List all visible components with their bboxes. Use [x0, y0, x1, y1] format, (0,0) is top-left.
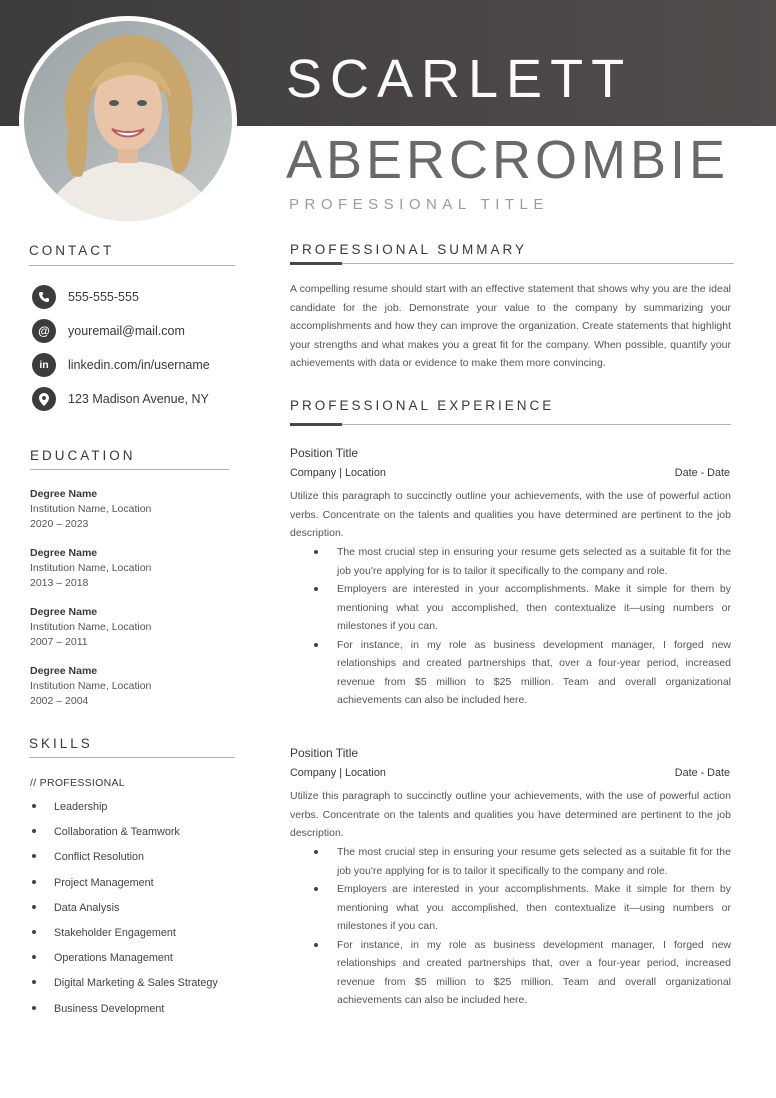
contact-phone	[32, 285, 139, 309]
experience-divider	[290, 424, 731, 425]
bullet-icon	[32, 955, 36, 959]
skill-item: Business Development	[30, 1003, 164, 1015]
institution-name: Institution Name, Location	[30, 621, 152, 633]
experience-heading: PROFESSIONAL EXPERIENCE	[290, 398, 555, 413]
contact-linkedin-text: linkedin.com/in/username	[68, 358, 210, 372]
skill-item: Project Management	[30, 877, 154, 889]
email-icon: @	[32, 319, 56, 343]
job-bullet: The most crucial step in ensuring your resume gets selected as a suitable fit for the job you're applying for is to tailor it specifically to the company and role.	[337, 843, 731, 880]
institution-name: Institution Name, Location	[30, 680, 152, 692]
bullet-icon	[32, 880, 36, 884]
skill-item: Conflict Resolution	[30, 851, 144, 863]
education-years: 2013 – 2018	[30, 577, 89, 589]
bullet-icon	[32, 930, 36, 934]
experience-accent-bar	[290, 423, 342, 426]
skill-item: Leadership	[30, 801, 107, 813]
skill-item: Collaboration & Teamwork	[30, 826, 180, 838]
position-title: Position Title	[290, 446, 359, 460]
skills-divider	[29, 757, 235, 758]
degree-name: Degree Name	[30, 665, 98, 677]
profile-photo	[24, 21, 232, 221]
bullet-icon	[32, 980, 36, 984]
phone-icon	[32, 285, 56, 309]
education-entry	[30, 664, 151, 709]
degree-name: Degree Name	[30, 488, 98, 500]
contact-address	[32, 387, 209, 411]
job-bullet: For instance, in my role as business development manager, I forged new relationships and created partnerships that, over a four-year period, increased revenue from $5 million to $25 million. Team and overall organizational achievements can also be included here.	[337, 936, 731, 1010]
job-description: Utilize this paragraph to succinctly outline your achievements, with the use of powerful action verbs. Concentrate on the talents and qualities you have determined are pertinent to the job description.	[290, 490, 731, 539]
bullet-icon	[32, 829, 36, 833]
location-pin-icon	[32, 387, 56, 411]
contact-heading: CONTACT	[29, 243, 115, 258]
education-heading: EDUCATION	[30, 448, 136, 463]
job-bullets	[337, 543, 731, 710]
bullet-icon	[32, 804, 36, 808]
company-location: Company | Location	[290, 767, 386, 779]
contact-address-text: 123 Madison Avenue, NY	[68, 392, 209, 406]
degree-name: Degree Name	[30, 606, 98, 618]
first-name: SCARLETT	[286, 49, 633, 109]
job-bullet: Employers are interested in your accomplishments. Make it simple for them by mentioning what you accomplished, then contextualize it—using numbers or milestones if you can.	[337, 580, 731, 636]
education-entry	[30, 487, 151, 532]
contact-phone-text: 555-555-555	[68, 290, 139, 304]
bullet-icon	[32, 1006, 36, 1010]
education-divider	[30, 469, 229, 470]
job-bullet: The most crucial step in ensuring your resume gets selected as a suitable fit for the job you're applying for is to tailor it specifically to the company and role.	[337, 543, 731, 580]
institution-name: Institution Name, Location	[30, 503, 152, 515]
summary-accent-bar	[290, 262, 342, 265]
professional-title: PROFESSIONAL TITLE	[289, 196, 549, 213]
company-location: Company | Location	[290, 467, 386, 479]
job-dates: Date - Date	[674, 767, 730, 779]
bullet-icon	[32, 905, 36, 909]
skill-item: Stakeholder Engagement	[30, 927, 176, 939]
degree-name: Degree Name	[30, 547, 98, 559]
institution-name: Institution Name, Location	[30, 562, 152, 574]
job-bullet: For instance, in my role as business development manager, I forged new relationships and created partnerships that, over a four-year period, increased revenue from $5 million to $25 million. Team and overall organizational achievements can also be included here.	[337, 636, 731, 710]
job-description: Utilize this paragraph to succinctly outline your achievements, with the use of powerful action verbs. Concentrate on the talents and qualities you have determined are pertinent to the job description.	[290, 790, 731, 839]
skill-item: Digital Marketing & Sales Strategy	[30, 977, 218, 989]
job-dates: Date - Date	[674, 467, 730, 479]
skills-heading: SKILLS	[29, 736, 93, 751]
summary-heading: PROFESSIONAL SUMMARY	[290, 242, 528, 257]
education-entry	[30, 546, 151, 591]
summary-text: A compelling resume should start with an effective statement that shows why you are the ideal candidate for the job. Demonstrate your value to the company by summarizing your accomplishments and how they can improve the organization. Create statements that highlight your strengths and what makes you a great fit for the company. When possible, quantify your achievements with data or evidence to make them more convincing.	[290, 283, 731, 369]
last-name: ABERCROMBIE	[286, 130, 730, 190]
job-bullet: Employers are interested in your accomplishments. Make it simple for them by mentioning what you accomplished, then contextualize it—using numbers or milestones if you can.	[337, 880, 731, 936]
skill-item: Operations Management	[30, 952, 173, 964]
bullet-icon	[32, 854, 36, 858]
position-title: Position Title	[290, 746, 359, 760]
job-bullets	[337, 843, 731, 1010]
contact-divider	[29, 265, 235, 266]
education-years: 2020 – 2023	[30, 518, 89, 530]
education-entry	[30, 605, 151, 650]
skill-item: Data Analysis	[30, 902, 119, 914]
skills-subheading: // PROFESSIONAL	[30, 777, 125, 789]
summary-divider	[290, 263, 734, 264]
contact-email	[32, 319, 185, 343]
contact-linkedin	[32, 353, 210, 377]
contact-email-text: youremail@mail.com	[68, 324, 185, 338]
education-years: 2007 – 2011	[30, 636, 88, 648]
education-years: 2002 – 2004	[30, 695, 89, 707]
linkedin-icon: in	[32, 353, 56, 377]
